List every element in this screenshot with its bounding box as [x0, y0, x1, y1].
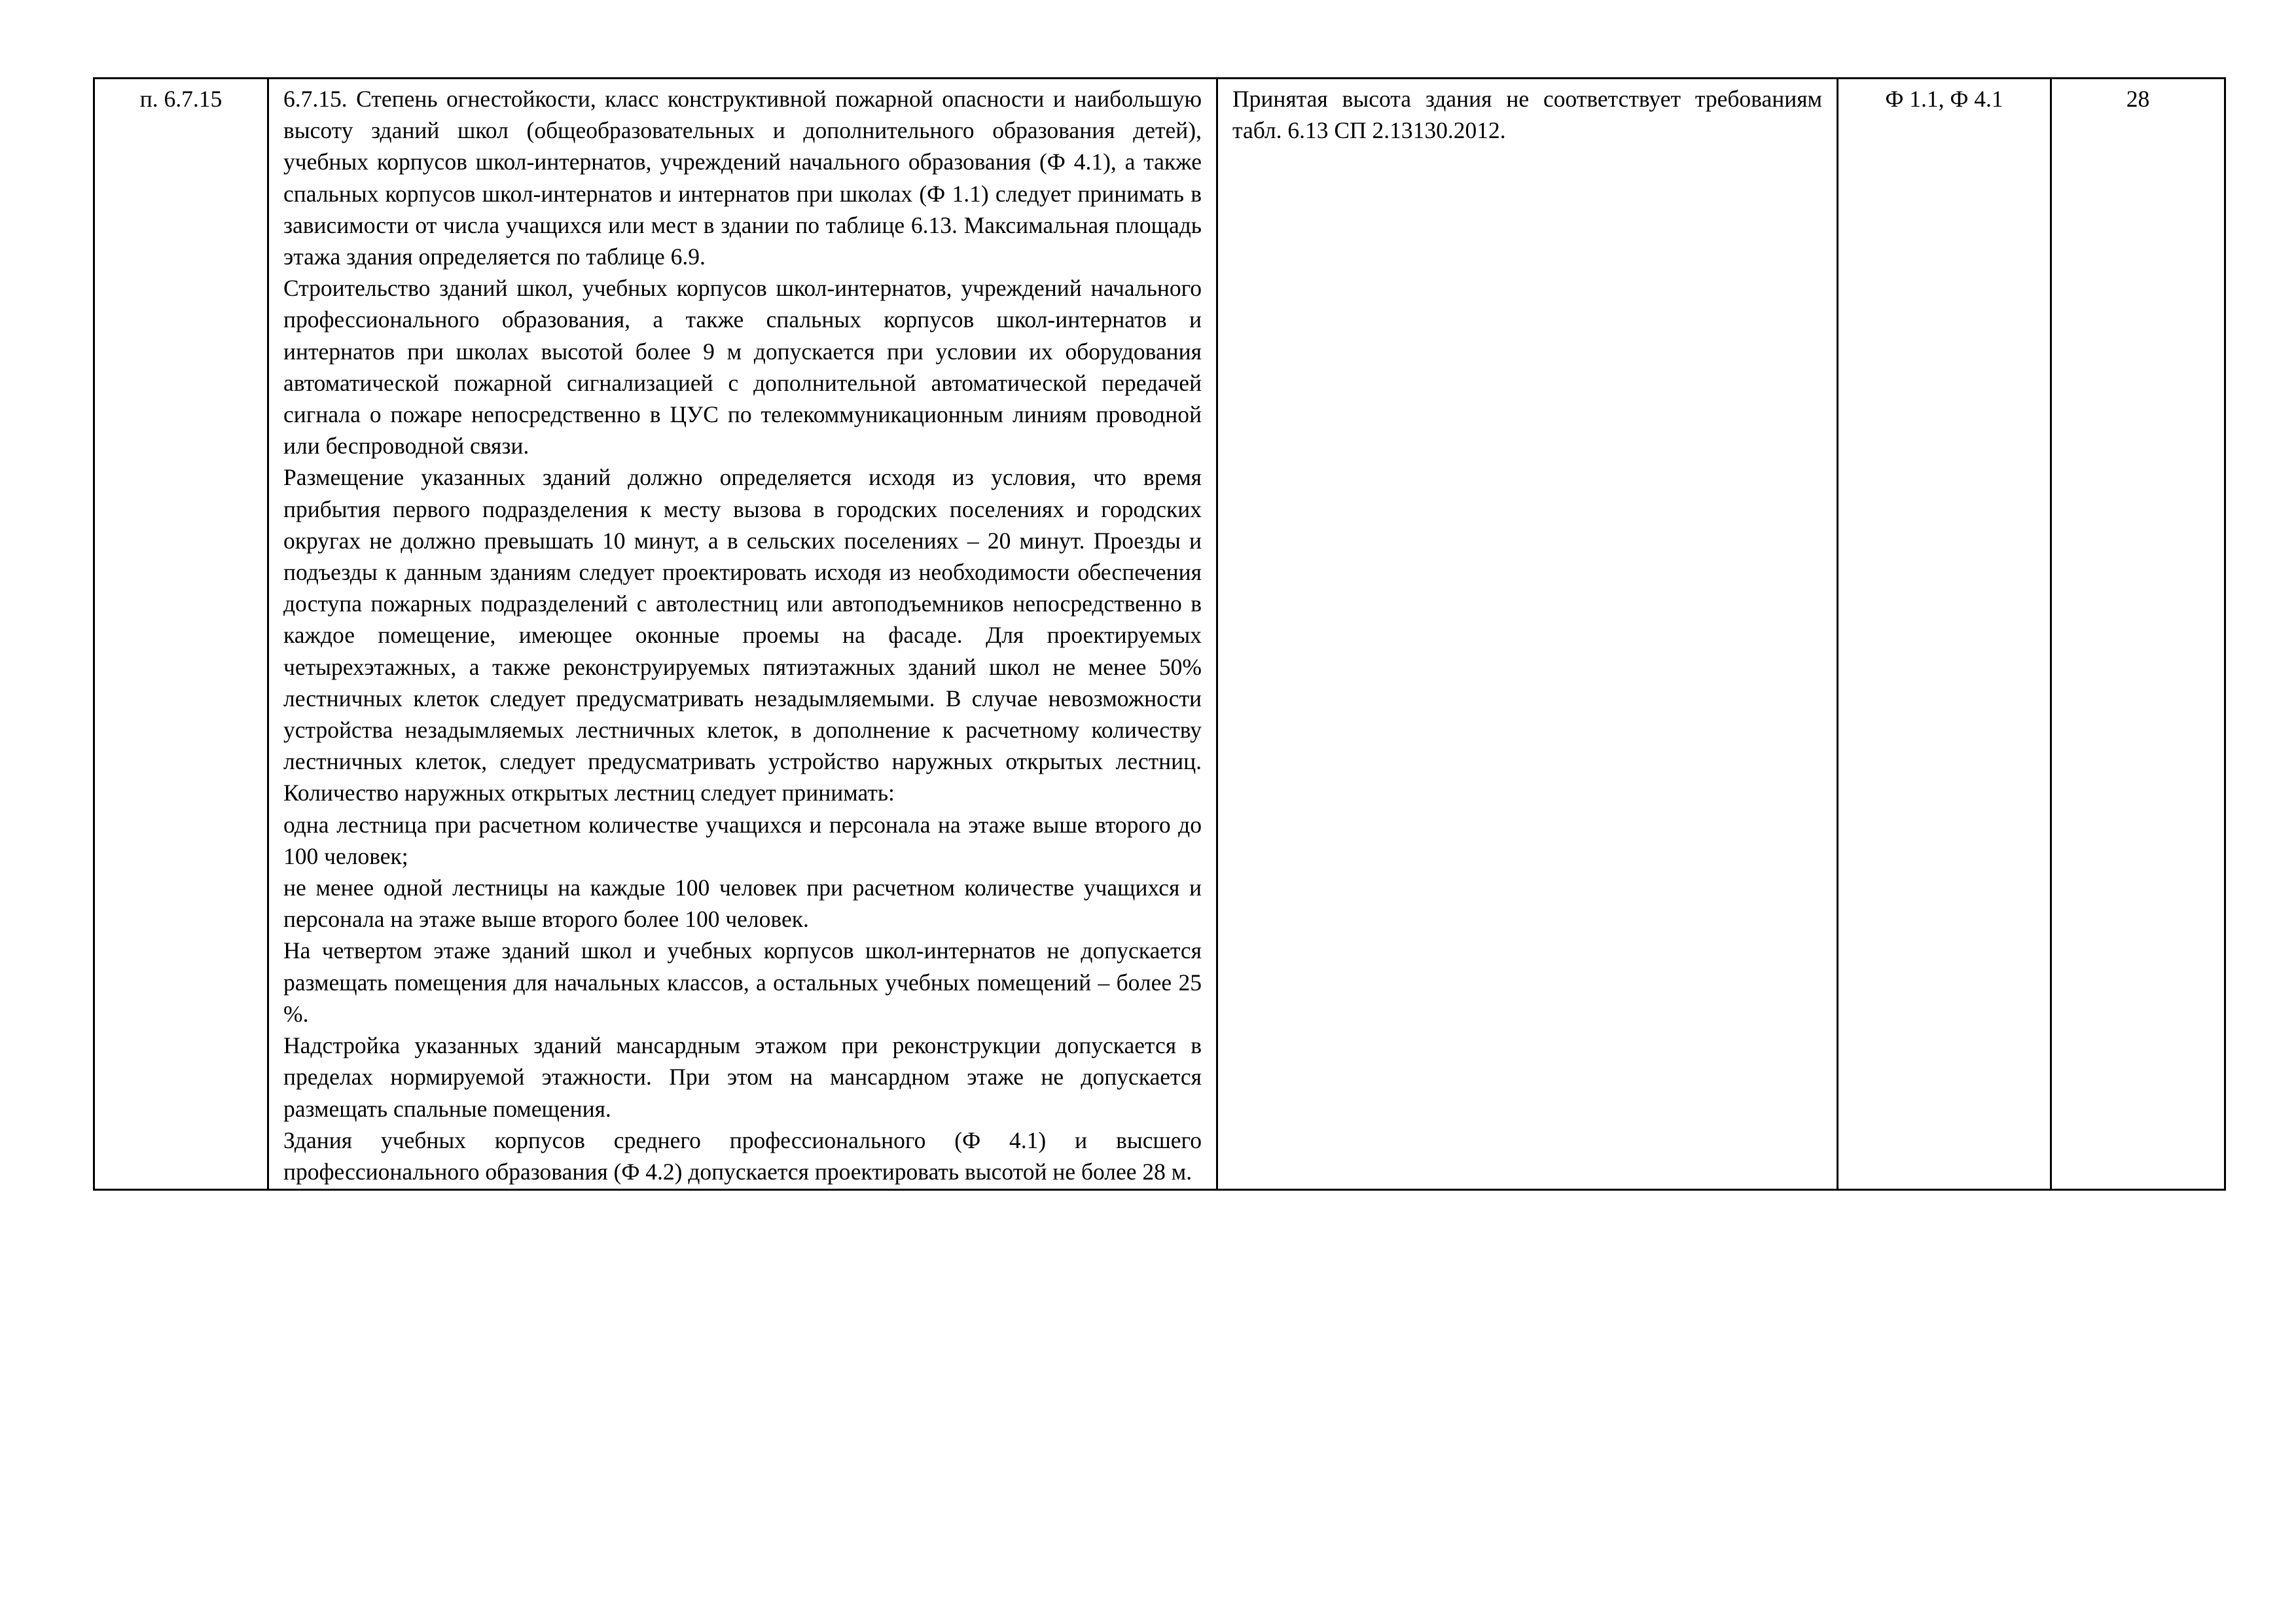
requirement-paragraph: Надстройка указанных зданий мансардным этажом при реконструкции допускается в пределах нормируемой этажности. При этом на мансардном этаже не допускается размещать спальные помещения. [283, 1032, 1202, 1122]
requirement-paragraph: 6.7.15. Степень огнестойкости, класс конструктивной пожарной опасности и наибольшую высоту зданий школ (общеобразовательных и дополнительного образования детей), учебных корпусов школ-интернатов, учреждений начального образования (Ф 4.1), а также спальных корпусов школ-интернатов и интернатов при школах (Ф 1.1) следует принимать в зависимости от числа учащихся или мест в здании по таблице 6.13. Максимальная площадь этажа здания определяется по таблице 6.9. [283, 86, 1202, 270]
violation-cell [1217, 79, 1838, 1190]
class-cell: Ф 1.1, Ф 4.1 [1838, 79, 2051, 1190]
clause-cell: п. 6.7.15 [94, 79, 268, 1190]
requirement-paragraph: На четвертом этаже зданий школ и учебных корпусов школ-интернатов не допускается размещать помещения для начальных классов, а остальных учебных помещений – более 25 %. [283, 937, 1202, 1027]
table-row [94, 79, 2225, 1190]
requirement-paragraph: Строительство зданий школ, учебных корпусов школ-интернатов, учреждений начального профессионального образования, а также спальных корпусов школ-интернатов и интернатов при школах высотой более 9 м допускается при условии их оборудования автоматической пожарной сигнализацией с дополнительной автоматической передачей сигнала о пожаре непосредственно в ЦУС по телекоммуникационным линиям проводной или беспроводной связи. [283, 275, 1202, 460]
requirement-paragraph: Здания учебных корпусов среднего профессионального (Ф 4.1) и высшего профессионального образования (Ф 4.2) допускается проектировать высотой не более 28 м. [283, 1127, 1202, 1185]
violation-text: Принятая высота здания не соответствует требованиям табл. 6.13 СП 2.13130.2012. [1232, 86, 1822, 144]
requirement-paragraph: не менее одной лестницы на каждые 100 человек при расчетном количестве учащихся и персонала на этаже выше второго более 100 человек. [283, 875, 1202, 933]
number-cell: 28 [2051, 79, 2225, 1190]
requirement-paragraph: Размещение указанных зданий должно определяется исходя из условия, что время прибытия первого подразделения к месту вызова в городских поселениях и городских округах не должно превышать 10 минут, а в сельских поселениях – 20 минут. Проезды и подъезды к данным зданиям следует проектировать исходя из необходимости обеспечения доступа пожарных подразделений с автолестниц или автоподъемников непосредственно в каждое помещение, имеющее оконные проемы на фасаде. Для проектируемых четырехэтажных, а также реконструируемых пятиэтажных зданий школ не менее 50% лестничных клеток следует предусматривать незадымляемыми. В случае невозможности устройства незадымляемых лестничных клеток, в дополнение к расчетному количеству лестничных клеток, следует предусматривать устройство наружных открытых лестниц. Количество наружных открытых лестниц следует принимать: [283, 464, 1202, 806]
requirement-paragraph: одна лестница при расчетном количестве учащихся и персонала на этаже выше второго до 100 человек; [283, 811, 1202, 869]
requirement-cell [268, 79, 1217, 1190]
requirements-table [93, 77, 2226, 1191]
